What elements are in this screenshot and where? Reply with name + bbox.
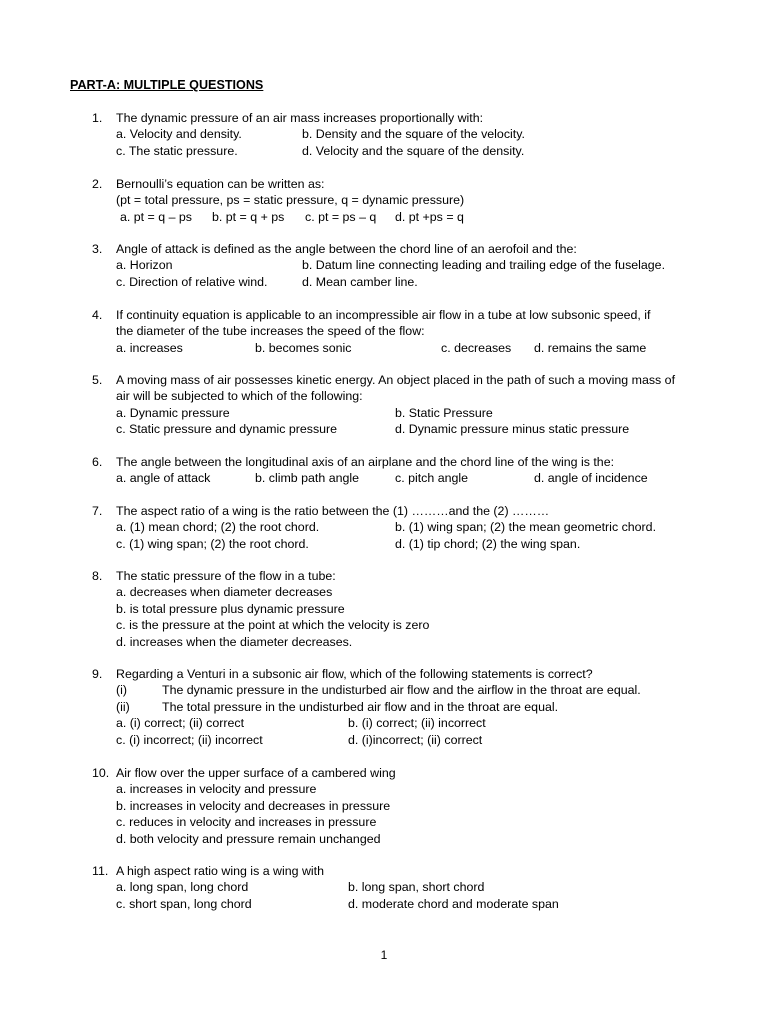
statement-text-i: The dynamic pressure in the undisturbed air flow and the airflow in the throat are equal.: [162, 683, 641, 698]
option-b: b. long span, short chord: [348, 880, 485, 895]
option-d: d. increases when the diameter decreases.: [116, 634, 353, 649]
option-c: c. short span, long chord: [116, 896, 252, 911]
option-a: a. decreases when diameter decreases: [116, 585, 333, 600]
question-stem: Regarding a Venturi in a subsonic air flow, which of the following statements is correct?: [116, 667, 593, 681]
question-stem: Angle of attack is defined as the angle between the chord line of an aerofoil and the:: [116, 242, 577, 256]
option-a: a. long span, long chord: [116, 880, 249, 895]
option-c: c. The static pressure.: [116, 143, 238, 158]
question-stem: The angle between the longitudinal axis of an airplane and the chord line of the wing is the:: [116, 455, 615, 469]
question-stem: The static pressure of the flow in a tube:: [116, 569, 336, 583]
option-b: b. climb path angle: [255, 471, 360, 486]
page-number: 1: [380, 948, 388, 962]
question-number: 9.: [92, 667, 103, 681]
question-5: [92, 372, 712, 438]
option-c: c. Static pressure and dynamic pressure: [116, 422, 338, 437]
question-stem: If continuity equation is applicable to an incompressible air flow in a tube at low subsonic speed, if: [116, 308, 651, 322]
question-number: 7.: [92, 504, 103, 518]
question-number: 4.: [92, 308, 103, 322]
statement-label-ii: (ii): [116, 699, 130, 714]
question-10: [92, 765, 712, 847]
option-a: a. Velocity and density.: [116, 127, 242, 142]
option-d: d. (i)incorrect; (ii) correct: [348, 732, 483, 747]
question-stem: Bernoulli’s equation can be written as:: [116, 177, 325, 191]
question-stem: The dynamic pressure of an air mass increases proportionally with:: [116, 111, 484, 125]
option-b: b. Static Pressure: [395, 405, 493, 420]
option-b: b. becomes sonic: [255, 340, 352, 355]
statement-text-ii: The total pressure in the undisturbed air flow and in the throat are equal.: [162, 699, 559, 714]
question-stem: The aspect ratio of a wing is the ratio between the (1) ………and the (2) ………: [116, 504, 550, 518]
question-number: 2.: [92, 177, 103, 191]
option-a: a. Horizon: [116, 258, 173, 273]
section-heading: PART-A: MULTIPLE QUESTIONS: [70, 78, 264, 92]
option-d: d. remains the same: [534, 340, 647, 355]
option-b: b. is total pressure plus dynamic pressure: [116, 601, 345, 616]
option-b: b. (1) wing span; (2) the mean geometric chord.: [395, 520, 657, 535]
question-number: 6.: [92, 455, 103, 469]
option-c: c. pitch angle: [395, 471, 469, 486]
option-c: c. reduces in velocity and increases in pressure: [116, 815, 377, 830]
option-a: a. increases in velocity and pressure: [116, 782, 317, 797]
option-c: c. is the pressure at the point at which the velocity is zero: [116, 618, 430, 633]
option-a: a. increases: [116, 340, 183, 355]
option-d: d. Mean camber line.: [302, 274, 418, 289]
question-stem: A high aspect ratio wing is a wing with: [116, 864, 324, 878]
question-number: 5.: [92, 373, 103, 387]
question-number: 11.: [92, 864, 109, 878]
question-3: [92, 241, 712, 290]
question-6: [92, 454, 712, 487]
question-8: [92, 568, 712, 650]
question-number: 8.: [92, 569, 103, 583]
option-b: b. increases in velocity and decreases in pressure: [116, 798, 391, 813]
question-1: [92, 110, 712, 159]
statement-label-i: (i): [116, 683, 128, 698]
option-b: b. (i) correct; (ii) incorrect: [348, 716, 486, 731]
option-a: a. (i) correct; (ii) correct: [116, 716, 245, 731]
option-d: d. both velocity and pressure remain unchanged: [116, 831, 381, 846]
option-d: d. angle of incidence: [534, 471, 648, 486]
question-11: [92, 863, 712, 912]
option-c: c. pt = ps – q: [305, 209, 377, 224]
option-c: c. decreases: [441, 340, 512, 355]
option-d: d. pt +ps = q: [395, 209, 464, 224]
option-b: b. Datum line connecting leading and trailing edge of the fuselage.: [302, 258, 666, 273]
option-a: a. Dynamic pressure: [116, 405, 230, 420]
option-b: b. Density and the square of the velocity.: [302, 127, 525, 142]
option-a: a. (1) mean chord; (2) the root chord.: [116, 520, 320, 535]
option-d: d. Dynamic pressure minus static pressure: [395, 422, 630, 437]
question-number: 3.: [92, 242, 103, 256]
option-a: a. pt = q – ps: [120, 209, 192, 224]
question-stem: Air flow over the upper surface of a cambered wing: [116, 766, 396, 780]
option-b: b. pt = q + ps: [212, 209, 285, 224]
option-a: a. angle of attack: [116, 471, 211, 486]
question-number: 10.: [92, 766, 110, 780]
question-stem: A moving mass of air possesses kinetic energy. An object placed in the path of such a moving mass of: [116, 373, 676, 387]
option-d: d. moderate chord and moderate span: [348, 896, 559, 911]
question-stem-continued: the diameter of the tube increases the speed of the flow:: [116, 324, 425, 339]
question-stem-continued: air will be subjected to which of the following:: [116, 389, 363, 404]
option-c: c. Direction of relative wind.: [116, 274, 268, 289]
option-c: c. (1) wing span; (2) the root chord.: [116, 536, 309, 551]
question-7: [92, 503, 712, 552]
question-4: [92, 307, 712, 356]
option-c: c. (i) incorrect; (ii) incorrect: [116, 732, 263, 747]
option-d: d. (1) tip chord; (2) the wing span.: [395, 536, 581, 551]
question-note: (pt = total pressure, ps = static pressure, q = dynamic pressure): [116, 193, 465, 208]
question-number: 1.: [92, 111, 103, 125]
option-d: d. Velocity and the square of the density.: [302, 143, 525, 158]
question-9: [92, 666, 712, 748]
question-2: [92, 176, 712, 225]
